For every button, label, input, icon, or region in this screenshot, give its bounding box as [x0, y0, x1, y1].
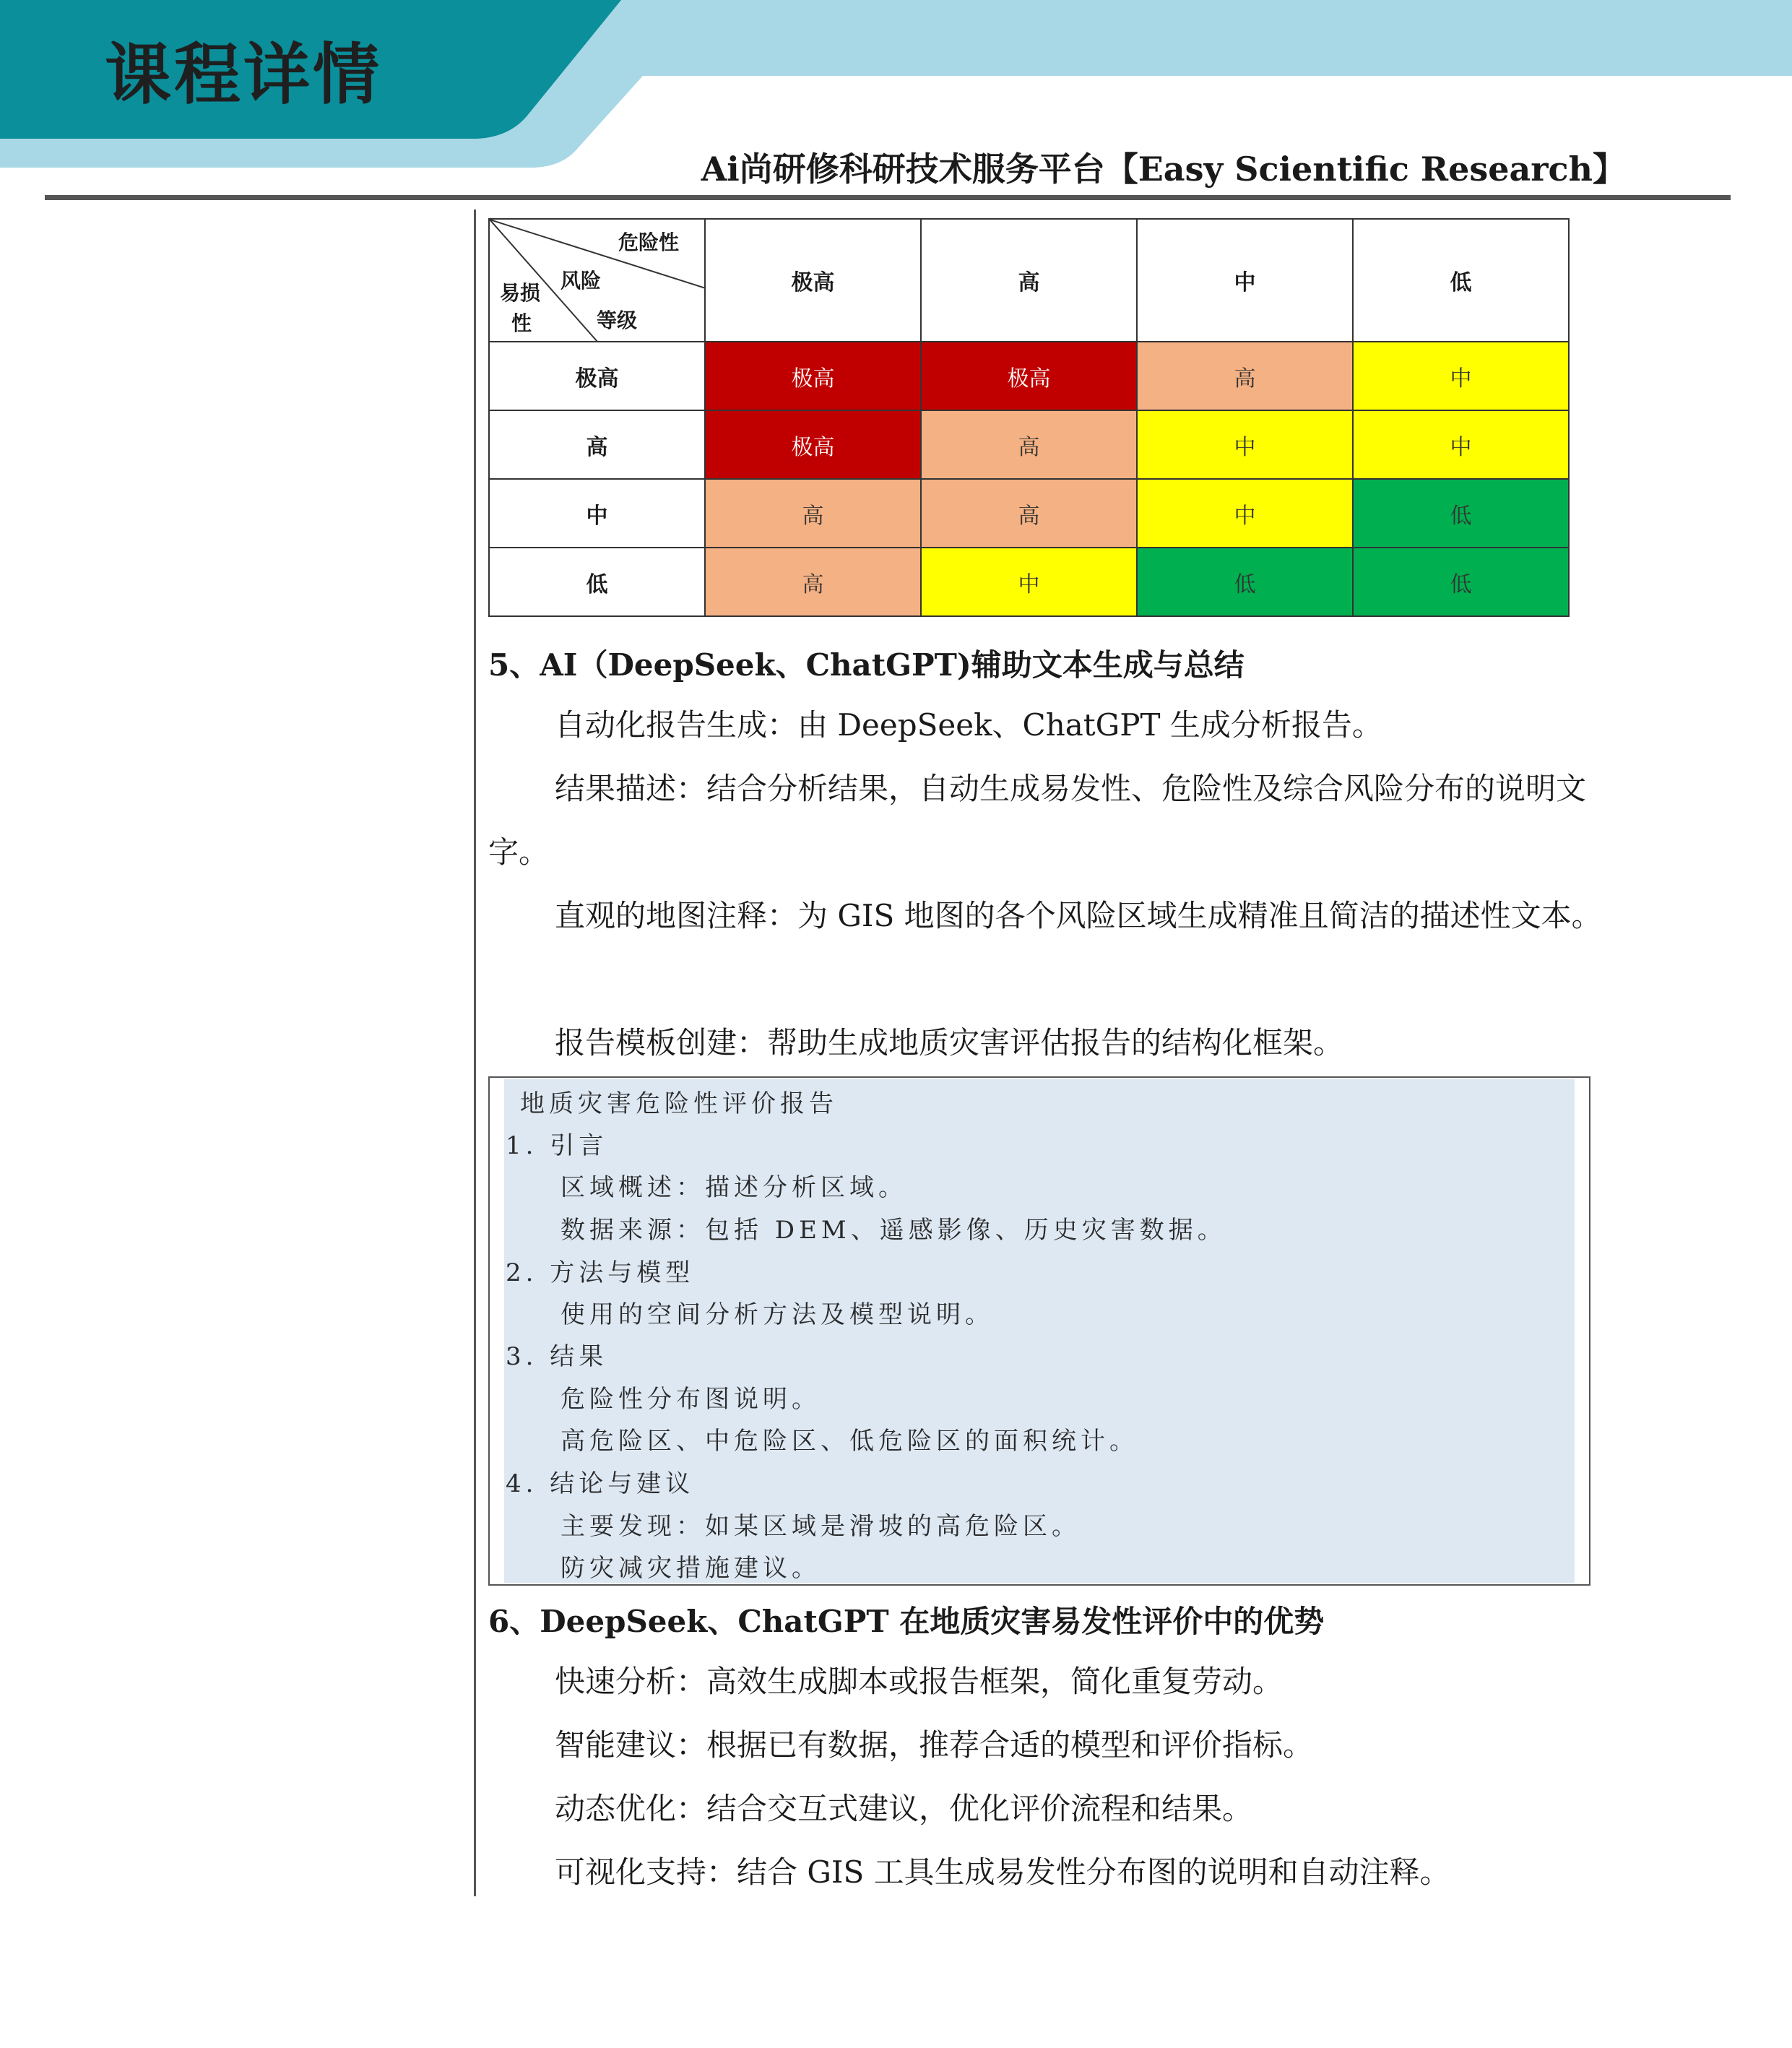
matrix-cell: 高 [1137, 342, 1353, 410]
section-5-paragraph: 直观的地图注释：为 GIS 地图的各个风险区域生成精准且简洁的描述性文本。 [555, 898, 1602, 933]
corner-label-risk: 风险 [560, 269, 602, 293]
matrix-cell: 中 [1353, 410, 1569, 479]
section-5-heading: 5、AI（DeepSeek、ChatGPT)辅助文本生成与总结 [488, 647, 1245, 683]
matrix-cell: 高 [921, 410, 1137, 479]
report-template-box [488, 1076, 1590, 1586]
risk-matrix-table [488, 218, 1570, 617]
report-line: 2. 方法与模型 [506, 1258, 695, 1287]
left-margin-rule [474, 209, 476, 1896]
matrix-row [489, 548, 1569, 616]
matrix-cell: 高 [921, 479, 1137, 548]
matrix-cell: 极高 [705, 342, 921, 410]
section-6-paragraph: 快速分析：高效生成脚本或报告框架，简化重复劳动。 [555, 1664, 1284, 1699]
report-line: 3. 结果 [506, 1342, 608, 1371]
matrix-row [489, 342, 1569, 410]
section-5-paragraph: 结果描述：结合分析结果，自动生成易发性、危险性及综合风险分布的说明文字。 [488, 771, 1587, 870]
matrix-cell: 低 [1353, 548, 1569, 616]
matrix-cell: 高 [705, 548, 921, 616]
section-6-paragraph: 可视化支持：结合 GIS 工具生成易发性分布图的说明和自动注释。 [555, 1854, 1450, 1890]
matrix-cell: 高 [705, 479, 921, 548]
report-line: 使用的空间分析方法及模型说明。 [560, 1300, 994, 1329]
header-banner [0, 0, 1792, 189]
column-header: 低 [1353, 219, 1569, 342]
section-5-paragraph: 自动化报告生成：由 DeepSeek、ChatGPT 生成分析报告。 [555, 707, 1382, 743]
header-divider [45, 195, 1731, 200]
matrix-cell: 中 [921, 548, 1137, 616]
matrix-corner-cell [489, 219, 705, 342]
section-5-paragraph: 报告模板创建：帮助生成地质灾害评估报告的结构化框架。 [555, 1025, 1344, 1060]
matrix-row [489, 410, 1569, 479]
matrix-header-row [489, 219, 1569, 342]
row-header: 中 [489, 479, 705, 548]
report-line: 高危险区、中危险区、低危险区的面积统计。 [560, 1427, 1138, 1456]
row-header: 高 [489, 410, 705, 479]
matrix-row [489, 479, 1569, 548]
matrix-cell: 低 [1137, 548, 1353, 616]
matrix-cell: 中 [1137, 410, 1353, 479]
matrix-cell: 极高 [921, 342, 1137, 410]
report-line: 防灾减灾措施建议。 [560, 1554, 821, 1583]
column-header: 极高 [705, 219, 921, 342]
report-line: 危险性分布图说明。 [560, 1385, 821, 1414]
matrix-cell: 中 [1137, 479, 1353, 548]
page-section-title: 课程详情 [105, 36, 383, 113]
report-line: 4. 结论与建议 [506, 1469, 695, 1498]
platform-title: Ai尚研修科研技术服务平台【Easy Scientific Research】 [701, 150, 1626, 189]
report-line: 数据来源：包括 DEM、遥感影像、历史灾害数据。 [560, 1216, 1226, 1245]
report-line: 1. 引言 [506, 1131, 608, 1160]
section-6-paragraph: 智能建议：根据已有数据，推荐合适的模型和评价指标。 [555, 1727, 1314, 1763]
row-header: 低 [489, 548, 705, 616]
corner-label-vulnerability-b: 性 [511, 311, 532, 335]
section-6-paragraph: 动态优化：结合交互式建议，优化评价流程和结果。 [555, 1791, 1253, 1826]
section-6-heading: 6、DeepSeek、ChatGPT 在地质灾害易发性评价中的优势 [488, 1604, 1325, 1639]
matrix-cell: 中 [1353, 342, 1569, 410]
corner-label-vulnerability-a: 易损 [500, 281, 541, 305]
column-header: 高 [921, 219, 1137, 342]
column-header: 中 [1137, 219, 1353, 342]
matrix-cell: 低 [1353, 479, 1569, 548]
row-header: 极高 [489, 342, 705, 410]
matrix-cell: 极高 [705, 410, 921, 479]
report-title: 地质灾害危险性评价报告 [520, 1089, 838, 1118]
report-line: 主要发现：如某区域是滑坡的高危险区。 [560, 1512, 1081, 1541]
corner-label-hazard: 危险性 [618, 230, 680, 254]
report-line: 区域概述：描述分析区域。 [560, 1173, 907, 1202]
corner-label-level: 等级 [597, 308, 638, 332]
